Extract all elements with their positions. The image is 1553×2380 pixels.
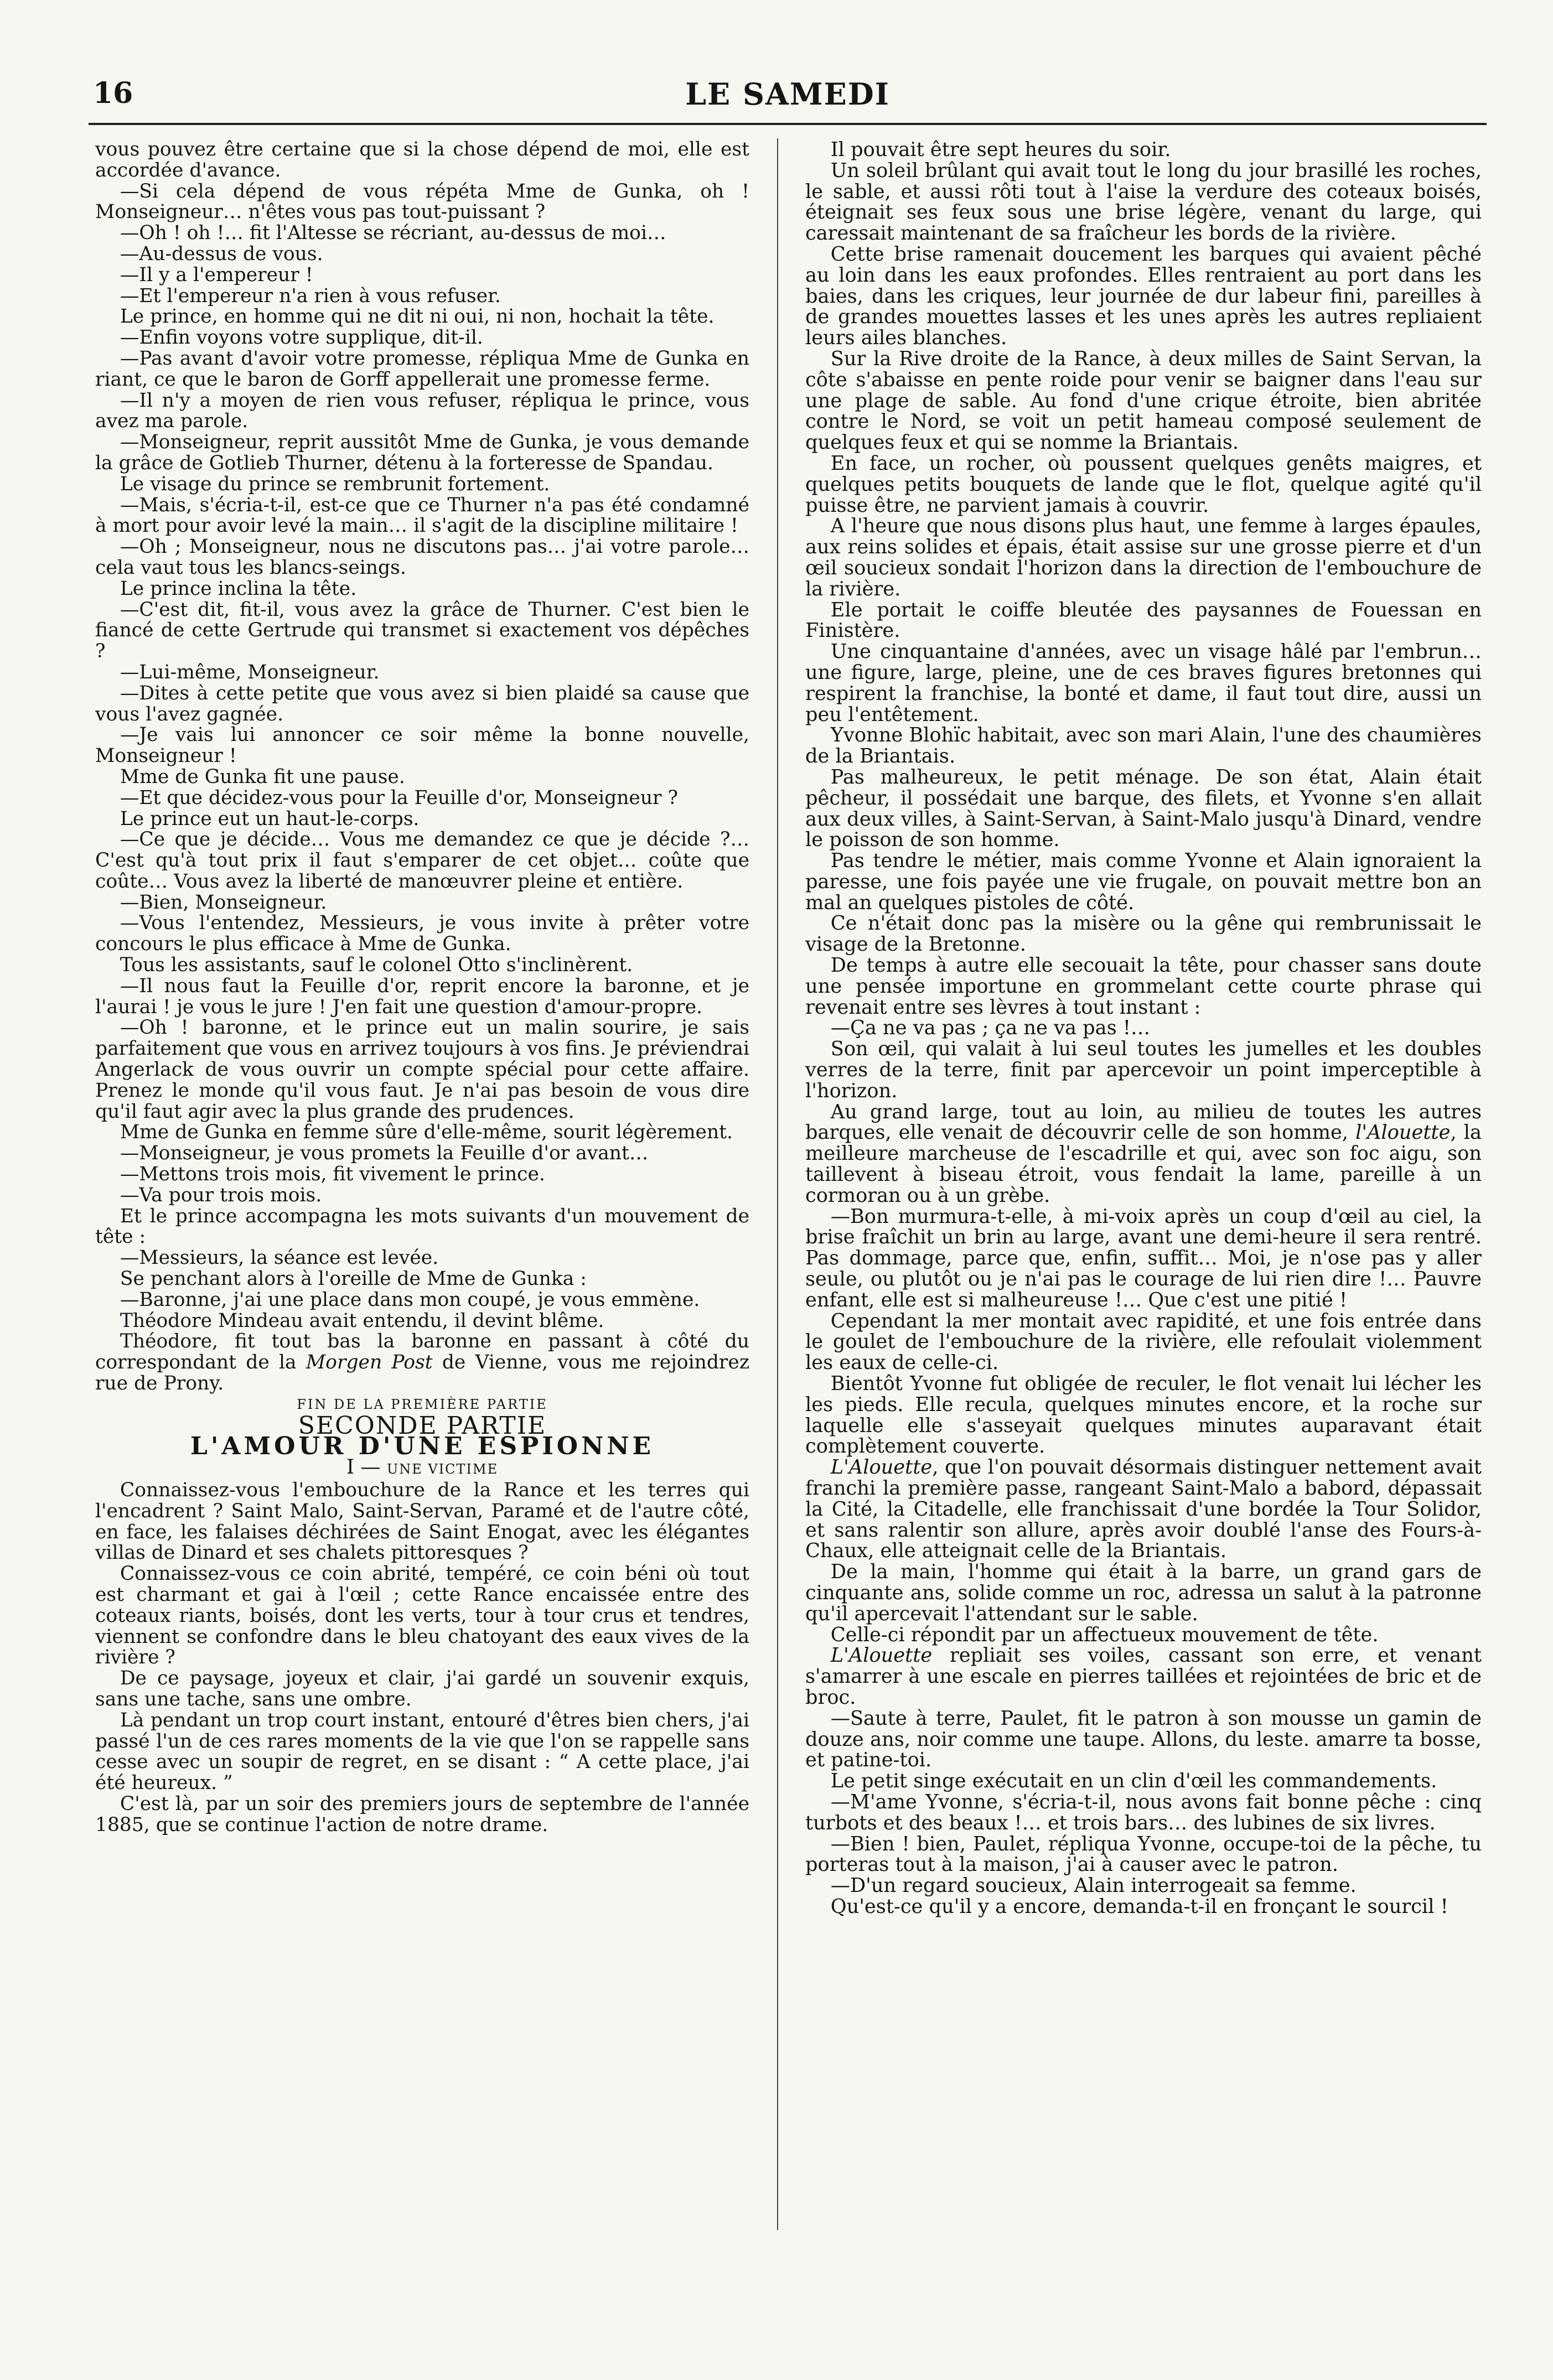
paragraph: Cette brise ramenait doucement les barques qui avaient pêché au loin dans les eaux profondes. Elles rentraient au port dans les baies, dans les criques, leur journée de dur labeur fini, pareilles à de grandes mouettes lasses et les unes après les autres repliaient leurs ailes blanches.: [805, 242, 1482, 350]
paragraph: Sur la Rive droite de la Rance, à deux milles de Saint Servan, la côte s'abaisse en pente roide pour venir se baigner dans l'eau sur une plage de sable. Au fond d'une crique étroite, bien abritée contre le Nord, se voit un petit hameau composé seulement de quelques feux et qui se nomme la Briantais.: [805, 347, 1482, 454]
paragraph: Pas malheureux, le petit ménage. De son état, Alain était pêcheur, il possédait une barque, des filets, et Yvonne s'en allait aux deux villes, à Saint-Servan, à Saint-Malo jusqu'à Dinard, vendre le poisson de son homme.: [805, 765, 1482, 852]
paragraph: L'Alouette, que l'on pouvait désormais distinguer nettement avait franchi la première passe, rangeant Saint-Malo a babord, dépassait la Cité, la Citadelle, elle franchissait d'une bordée la Tour Solidor, et sans ralentir son allure, après avoir doublé l'anse des Fours-à-Chaux, elle atteignait celle de la Briantais.: [805, 1456, 1482, 1563]
paragraph: —Bien ! bien, Paulet, répliqua Yvonne, occupe-toi de la pêche, tu porteras tout à la maison, j'ai à causer avec le patron.: [805, 1832, 1482, 1876]
right-paragraphs-a: [805, 139, 1482, 1102]
paragraph: —Oh ! baronne, et le prince eut un malin sourire, je sais parfaitement que vous en arrivez toujours à vos fins. Je préviendrai Angerlack de vous ouvrir un compte spécial pour cette affaire. Prenez le monde qu'il vous faut. Je n'ai pas besoin de vous dire qu'il faut agir avec la plus grande des prudences.: [95, 1017, 749, 1123]
paragraph: Ele portait le coiffe bleutée des paysannes de Fouessan en Finistère.: [805, 598, 1482, 642]
paragraph: —Mais, s'écria-t-il, est-ce que ce Thurner n'a pas été condamné à mort pour avoir levé la main… il s'agit de la discipline militaire !: [95, 494, 749, 537]
paragraph: Il pouvait être sept heures du soir.: [830, 138, 1171, 161]
paragraph: Pas tendre le métier, mais comme Yvonne et Alain ignoraient la paresse, une fois payée une vie frugale, on pouvait mettre bon an mal an quelques pistoles de côté.: [805, 849, 1482, 914]
paragraph: Le prince eut un haut-le-corps.: [120, 807, 420, 830]
column-divider: [777, 138, 778, 2230]
paragraph: Là pendant un trop court instant, entouré d'êtres bien chers, j'ai passé l'un de ces rares moments de la vie que l'on se rappelle sans cesse avec un soupir de regret, en se disant : “ A cette place, j'ai été heureux. ”: [95, 1709, 749, 1795]
paragraph: —Pas avant d'avoir votre promesse, répliqua Mme de Gunka en riant, ce que le baron de Gorff appellerait une promesse ferme.: [95, 347, 749, 391]
paragraph: Le visage du prince se rembrunit fortement.: [120, 473, 550, 495]
paragraph: —C'est dit, fit-il, vous avez la grâce de Thurner. C'est bien le fiancé de cette Gertrude qui transmet si exactement vos dépêches ?: [95, 598, 749, 663]
paragraph: Au grand large, tout au loin, au milieu de toutes les autres barques, elle venait de découvrir celle de son homme, l'Alouette, la meilleure marcheuse de l'escadrille et qui, avec son foc aigu, son taillevent à biseau étroit, vous fendait la lame, pareille à un cormoran ou à un grèbe.: [805, 1100, 1482, 1207]
paragraph: Yvonne Blohïc habitait, avec son mari Alain, l'une des chaumières de la Briantais.: [805, 724, 1482, 768]
left-paragraphs: [95, 139, 749, 1331]
paragraph: De temps à autre elle secouait la tête, pour chasser sans doute une pensée importune en grommelant cette courte phrase qui revenait entre ses lèvres à tout instant :: [805, 954, 1482, 1019]
paragraph: vous pouvez être certaine que si la chose dépend de moi, elle est accordée d'avance.: [95, 138, 749, 182]
paragraph: Le prince inclina la tête.: [120, 577, 357, 600]
paragraph: —Lui-même, Monseigneur.: [120, 661, 380, 683]
paragraph: —Vous l'entendez, Messieurs, je vous invite à prêter votre concours le plus efficace à Mme de Gunka.: [95, 912, 749, 956]
right-paragraphs-e: [805, 1562, 1482, 1645]
newspaper-name: Morgen Post: [306, 1351, 433, 1374]
paragraph: Ce n'était donc pas la misère ou la gêne qui rembrunissait le visage de la Bretonne.: [805, 912, 1482, 956]
paragraph: —Et que décidez-vous pour la Feuille d'or, Monseigneur ?: [120, 786, 679, 809]
paragraph: —Monseigneur, reprit aussitôt Mme de Gunka, je vous demande la grâce de Gotlieb Thurner, détenu à la forteresse de Spandau.: [95, 431, 749, 474]
paragraph: —Au-dessus de vous.: [120, 242, 323, 265]
paragraph: —D'un regard soucieux, Alain interrogeait sa femme.: [830, 1874, 1357, 1897]
paragraph: —Il n'y a moyen de rien vous refuser, répliqua le prince, vous avez ma parole.: [95, 389, 749, 433]
paragraph: De ce paysage, joyeux et clair, j'ai gardé un souvenir exquis, sans une tache, sans une ombre.: [95, 1667, 749, 1710]
part-title: SECONDE PARTIE: [298, 1411, 547, 1440]
paragraph: —Ce que je décide… Vous me demandez ce que je décide ?… C'est qu'à tout prix il faut s'emparer de cet objet… coûte que coûte… Vous avez la liberté de manœuvrer pleine et entière.: [95, 828, 749, 893]
paragraph: C'est là, par un soir des premiers jours de septembre de l'année 1885, que se continue l'action de notre drame.: [95, 1792, 749, 1836]
paragraph: Connaissez-vous ce coin abrité, tempéré, ce coin béni où tout est charmant et gai à l'œil ; cette Rance encaissée entre des coteaux riants, boisés, dont les verts, tour à tour crus et tendres, viennent se confondre dans le bleu chatoyant des eaux vives de la rivière ?: [95, 1563, 749, 1669]
story-title: L'AMOUR D'UNE ESPIONNE: [190, 1432, 655, 1461]
paragraph: —Il nous faut la Feuille d'or, reprit encore la baronne, et je l'aurai ! je vous le jure ! J'en fait une question d'amour-propre.: [95, 974, 749, 1018]
end-of-part: FIN DE LA PREMIÈRE PARTIE: [297, 1396, 548, 1412]
paragraph: —Messieurs, la séance est levée.: [120, 1247, 439, 1269]
paragraph: —Mettons trois mois, fit vivement le prince.: [120, 1163, 545, 1186]
paragraph: —Enfin voyons votre supplique, dit-il.: [120, 326, 483, 349]
paragraph: A l'heure que nous disons plus haut, une femme à larges épaules, aux reins solides et épais, était assise sur une grosse pierre et d'un œil soucieux sondait l'horizon dans la direction de l'embouchure de la rivière.: [805, 515, 1482, 600]
paragraph: —Si cela dépend de vous répéta Mme de Gunka, oh ! Monseigneur… n'êtes vous pas tout-puissant ?: [95, 180, 749, 224]
paragraph: Tous les assistants, sauf le colonel Otto s'inclinèrent.: [120, 954, 633, 977]
paragraph: —Dites à cette petite que vous avez si bien plaidé sa cause que vous l'avez gagnée.: [95, 682, 749, 725]
paragraph: Théodore Mindeau avait entendu, il devint blême.: [120, 1309, 604, 1332]
paragraph: —Bon murmura-t-elle, à mi-voix après un coup d'œil au ciel, la brise fraîchit un brin au large, avant une demi-heure il sera rentré. Pas dommage, parce que, enfin, suffit… Moi, je n'ose pas y aller seule, ou plutôt ou je n'ai pas le courage de lui rien dire !… Pauvre enfant, elle est si malheureuse !… Que c'est une pitié !: [805, 1205, 1482, 1311]
paragraph: Le prince, en homme qui ne dit ni oui, ni non, hochait la tête.: [120, 305, 715, 328]
paragraph: Une cinquantaine d'années, avec un visage hâlé par l'embrun… une figure, large, pleine, une de ces braves figures bretonnes qui respirent la franchise, la bonté et dame, il faut tout dire, aussi un peu l'entêtement.: [805, 640, 1482, 726]
left-column: [95, 139, 749, 1836]
paragraph: —Saute à terre, Paulet, fit le patron à son mousse un gamin de douze ans, noir comme une taupe. Allons, du leste. amarre ta bosse, et patine-toi.: [805, 1707, 1482, 1772]
paragraph: —Il y a l'empereur !: [120, 263, 313, 286]
paragraph: —M'ame Yvonne, s'écria-t-il, nous avons fait bonne pêche : cinq turbots et des beaux !… et trois bars… des lubines de six livres.: [805, 1790, 1482, 1834]
chapter-paragraphs: [95, 1480, 749, 1836]
page-header: [89, 76, 1487, 121]
right-paragraphs-g: [805, 1708, 1482, 1917]
paragraph: —Va pour trois mois.: [120, 1184, 322, 1206]
paragraph: En face, un rocher, où poussent quelques genêts maigres, et quelques petits bouquets de lande que le flot, quelque agité qu'il puisse être, ne parvient jamais à couvrir.: [805, 452, 1482, 517]
paragraph: Un soleil brûlant qui avait tout le long du jour brasillé les roches, le sable, et aussi rôti tout à l'aise la verdure des coteaux boisés, éteignait ses feux sous une brise légère, venant du large, qui caressait maintenant de sa fraîcheur les bords de la rivière.: [805, 159, 1482, 245]
paragraph: Théodore, fit tout bas la baronne en passant à côté du correspondant de la Morgen Post de Vienne, vous me rejoindrez rue de Prony.: [95, 1330, 750, 1395]
paragraph: Qu'est-ce qu'il y a encore, demanda-t-il en fronçant le sourcil !: [830, 1895, 1448, 1918]
header-rule: [89, 123, 1487, 125]
paragraph: Le petit singe exécutait en un clin d'œil les commandements.: [830, 1770, 1437, 1793]
right-column: [805, 139, 1482, 1917]
paragraph: Mme de Gunka en femme sûre d'elle-même, sourit légèrement.: [120, 1121, 733, 1144]
paragraph: De la main, l'homme qui était à la barre, un grand gars de cinquante ans, solide comme un roc, adressa un salut à la patronne qu'il apercevait l'attendant sur le sable.: [805, 1560, 1482, 1625]
paragraph: Cependant la mer montait avec rapidité, et une fois entrée dans le goulet de l'embouchure de la rivière, elle refoulait violemment les eaux de celle-ci.: [805, 1309, 1482, 1375]
journal-title: LE SAMEDI: [685, 76, 890, 112]
paragraph: —Baronne, j'ai une place dans mon coupé, je vous emmène.: [120, 1288, 700, 1311]
paragraph: —Ça ne va pas ; ça ne va pas !…: [830, 1017, 1151, 1040]
paragraph: Se penchant alors à l'oreille de Mme de Gunka :: [120, 1268, 587, 1290]
paragraph: Son œil, qui valait à lui seul toutes les jumelles et les doubles verres de la terre, finit par apercevoir un point imperceptible à l'horizon.: [805, 1038, 1482, 1102]
page-number: 16: [93, 76, 133, 110]
paragraph: —Je vais lui annoncer ce soir même la bonne nouvelle, Monseigneur !: [95, 724, 749, 768]
paragraph: —Bien, Monseigneur.: [120, 891, 327, 914]
paragraph: L'Alouette repliait ses voiles, cassant son erre, et venant s'amarrer à une escale en pierres taillées et rejointées de bric et de broc.: [805, 1644, 1482, 1709]
paragraph: Bientôt Yvonne fut obligée de reculer, le flot venait lui lécher les les pieds. Elle recula, quelques minutes encore, et la roche sur laquelle elle s'asseyait quelques minutes auparavant était complètement couverte.: [805, 1372, 1482, 1458]
right-paragraphs-c: [805, 1206, 1482, 1458]
chapter-heading: I — UNE VICTIME: [346, 1456, 499, 1479]
paragraph: Mme de Gunka fit une pause.: [120, 765, 405, 788]
paragraph: —Monseigneur, je vous promets la Feuille d'or avant…: [120, 1142, 649, 1165]
paragraph: Et le prince accompagna les mots suivants d'un mouvement de tête :: [95, 1205, 749, 1248]
paragraph: Celle-ci répondit par un affectueux mouvement de tête.: [830, 1623, 1379, 1646]
paragraph: —Oh ; Monseigneur, nous ne discutons pas… j'ai votre parole… cela vaut tous les blancs-seings.: [95, 536, 749, 579]
paragraph: —Et l'empereur n'a rien à vous refuser.: [120, 284, 501, 307]
paragraph: Connaissez-vous l'embouchure de la Rance et les terres qui l'encadrent ? Saint Malo, Saint-Servan, Paramé et de l'autre côté, en face, les falaises déchirées de Saint Enogat, avec les élégantes villas de Dinard et ses chalets pittoresques ?: [95, 1479, 749, 1564]
paragraph: —Oh ! oh !… fit l'Altesse se récriant, au-dessus de moi…: [120, 222, 666, 245]
